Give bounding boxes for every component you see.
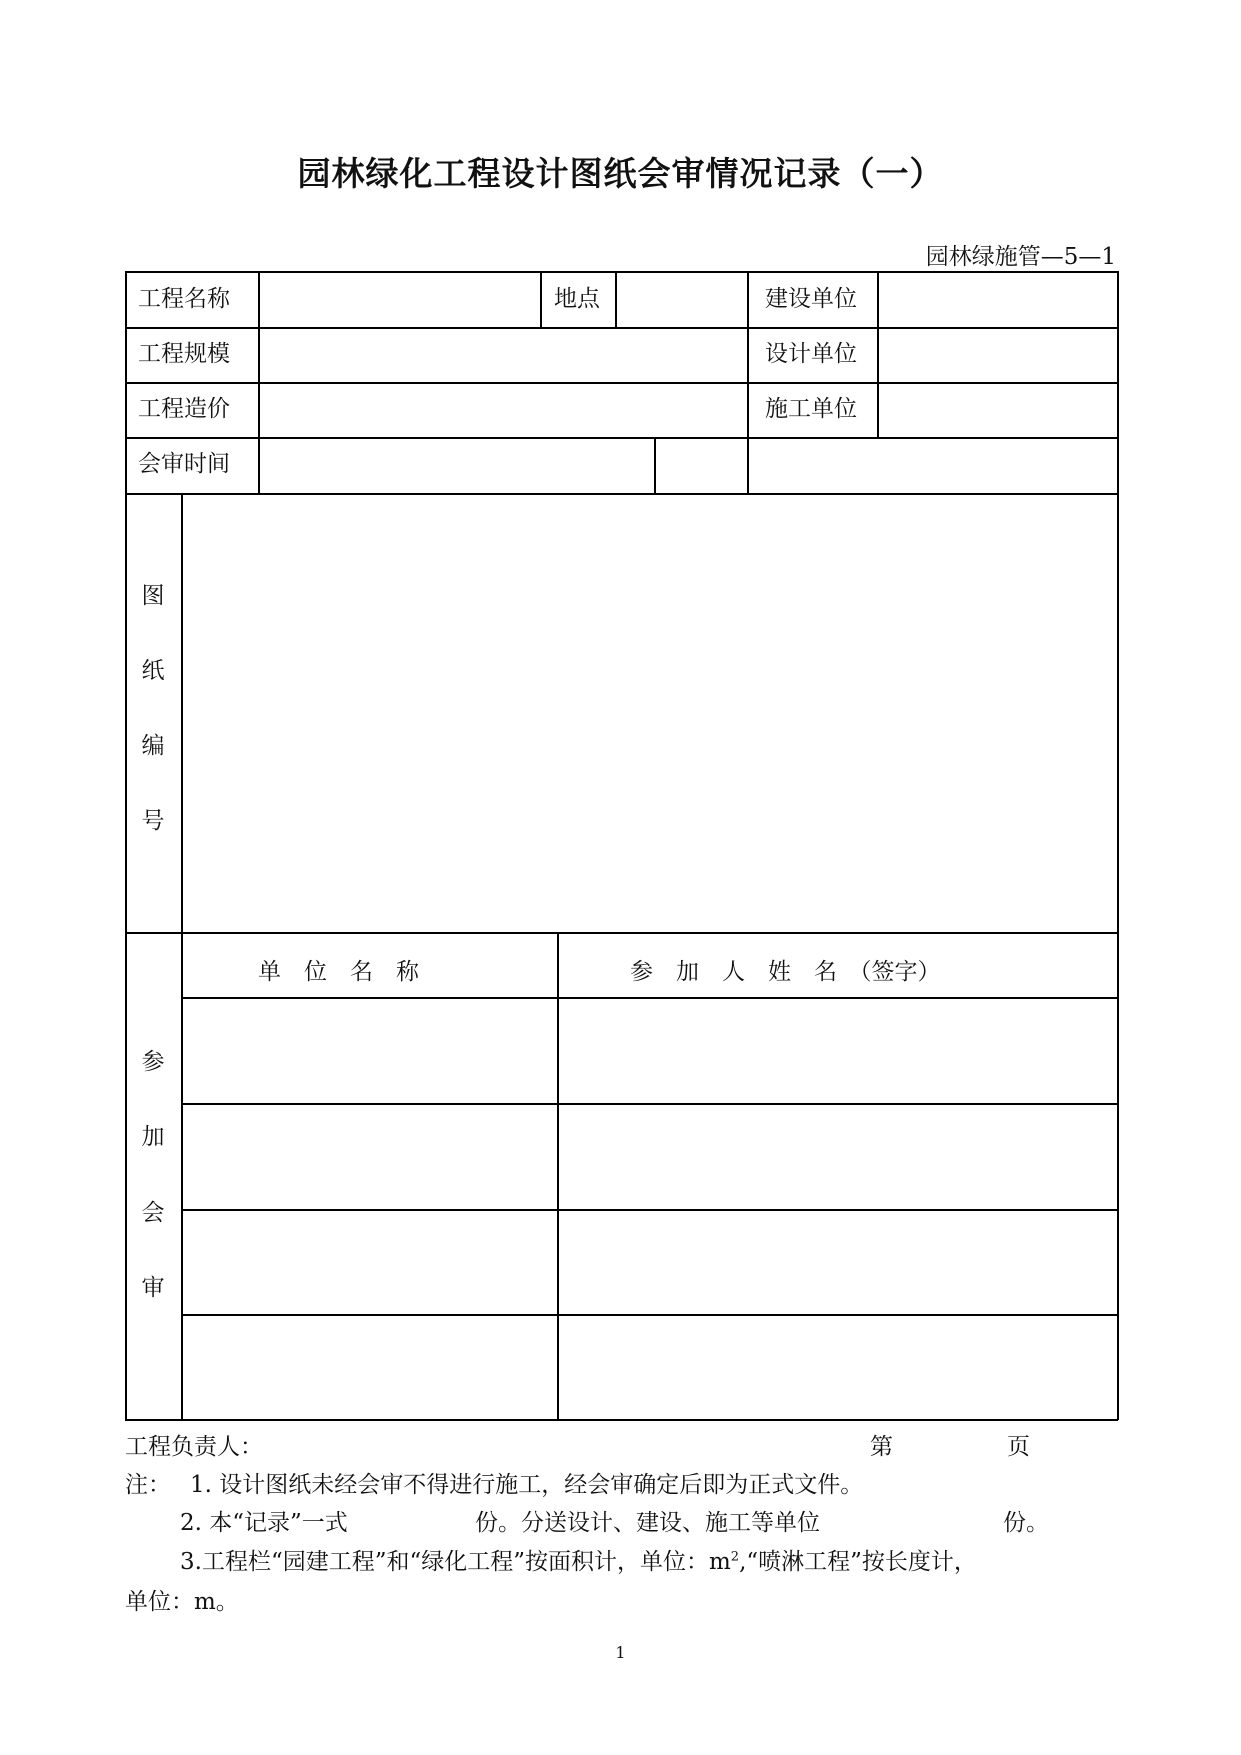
participant-name-cell[interactable] (559, 999, 1116, 1102)
designer-label: 设计单位 (765, 341, 857, 367)
review-time-field[interactable] (260, 439, 653, 492)
drawing-number-char: 编 (141, 733, 165, 759)
unit-name-cell[interactable] (183, 1211, 556, 1313)
responsible-label: 工程负责人： (125, 1434, 263, 1460)
note-label: 注： (125, 1472, 171, 1498)
note-3-superscript: 2 (730, 1549, 740, 1565)
drawing-number-char: 号 (141, 808, 165, 834)
note-3-part-c: 单位：m。 (125, 1589, 239, 1615)
form-code: 园林绿施管—5—1 (925, 244, 1116, 270)
unit-name-cell[interactable] (183, 999, 556, 1102)
project-name-field[interactable] (260, 273, 539, 326)
drawing-number-field[interactable] (183, 495, 1116, 931)
unit-name-cell[interactable] (183, 1316, 556, 1418)
drawing-number-char: 图 (141, 583, 165, 609)
scale-label: 工程规模 (138, 341, 230, 367)
cost-label: 工程造价 (138, 396, 230, 422)
participant-name-header: 参 加 人 姓 名 （签字） (630, 959, 941, 985)
note-1: 1. 设计图纸未经会审不得进行施工，经会审确定后即为正式文件。 (190, 1472, 864, 1498)
drawing-number-char: 纸 (141, 658, 165, 684)
scale-field[interactable] (260, 329, 746, 381)
unit-name-header: 单 位 名 称 (258, 959, 419, 985)
participant-name-cell[interactable] (559, 1316, 1116, 1418)
participants-char: 加 (141, 1124, 165, 1150)
designer-field[interactable] (879, 329, 1116, 381)
note-3-part-a (180, 1543, 977, 1576)
project-name-label: 工程名称 (138, 286, 230, 312)
builder-label: 建设单位 (765, 286, 857, 312)
note-3-text-b: ,“喷淋工程”按长度计， (739, 1549, 977, 1575)
contractor-label: 施工单位 (765, 396, 857, 422)
page-prefix: 第 (870, 1434, 893, 1460)
participants-char: 会 (141, 1200, 165, 1226)
participants-char: 参 (141, 1049, 165, 1075)
note-2-part-a: 2. 本“记录”一式 (180, 1510, 348, 1536)
page-suffix: 页 (1007, 1434, 1030, 1460)
builder-field[interactable] (879, 273, 1116, 326)
cost-field[interactable] (260, 384, 746, 436)
note-2-part-c: 份。 (1003, 1510, 1049, 1536)
participant-name-cell[interactable] (559, 1105, 1116, 1208)
page-number: 1 (615, 1643, 626, 1662)
review-time-label: 会审时间 (138, 451, 230, 477)
participants-char: 审 (141, 1275, 165, 1301)
unit-name-cell[interactable] (183, 1105, 556, 1208)
location-label: 地点 (554, 286, 600, 312)
document-title: 园林绿化工程设计图纸会审情况记录（一） (297, 154, 944, 193)
note-2-part-b: 份。分送设计、建设、施工等单位 (475, 1510, 820, 1536)
contractor-field[interactable] (879, 384, 1116, 436)
location-field[interactable] (617, 273, 746, 326)
participant-name-cell[interactable] (559, 1211, 1116, 1313)
note-3-text: 3.工程栏“园建工程”和“绿化工程”按面积计，单位：m (180, 1549, 731, 1575)
